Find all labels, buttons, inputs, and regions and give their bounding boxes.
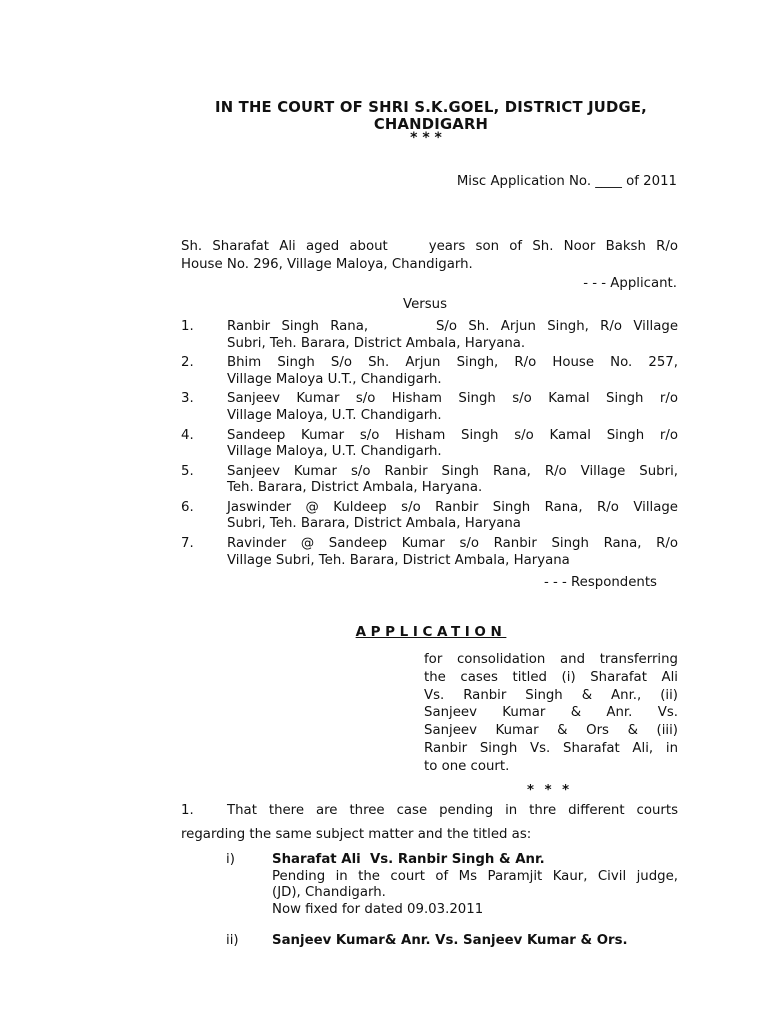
court-title <box>0 99 768 133</box>
respondent-line1: Sandeep Kumar s/o Hisham Singh s/o Kamal Singh r/o <box>227 427 678 443</box>
application-desc-line: Sanjeev Kumar & Anr. Vs. <box>424 705 678 721</box>
applicant-line1: Sh. Sharafat Ali aged about years son of Sh. Noor Baksh R/o <box>181 239 678 254</box>
paragraph-number: 1. <box>181 803 194 818</box>
case-roman-number: ii) <box>226 933 239 948</box>
case-detail: Now fixed for dated 09.03.2011 <box>272 901 484 917</box>
paragraph-1 <box>181 799 678 847</box>
application-heading: APPLICATION <box>355 624 507 640</box>
respondent-item <box>181 391 678 427</box>
applicant-details <box>181 238 678 274</box>
versus-label: Versus <box>403 297 447 312</box>
applicant-role: - - - Applicant. <box>583 276 677 291</box>
respondents-list <box>181 319 678 572</box>
court-title-line1: IN THE COURT OF SHRI S.K.GOEL, DISTRICT JUDGE, <box>215 99 647 116</box>
respondent-line2: Village Maloya, U.T. Chandigarh. <box>227 444 442 460</box>
respondent-number: 2. <box>181 355 194 371</box>
respondent-line2: Village Maloya U.T., Chandigarh. <box>227 371 442 387</box>
respondent-item <box>181 428 678 464</box>
respondent-item <box>181 319 678 355</box>
application-desc-line: Vs. Ranbir Singh & Anr., (ii) <box>424 687 678 703</box>
respondent-item <box>181 464 678 500</box>
case-detail: Pending in the court of Ms Paramjit Kaur, Civil judge, <box>272 868 678 884</box>
respondent-line1: Ravinder @ Sandeep Kumar s/o Ranbir Singh Rana, R/o <box>227 536 678 552</box>
respondent-number: 5. <box>181 463 194 479</box>
respondent-line2: Village Subri, Teh. Barara, District Ambala, Haryana <box>227 552 570 568</box>
misc-application-number: Misc Application No. ____ of 2011 <box>456 174 677 189</box>
paragraph-line2: regarding the same subject matter and the titled as: <box>181 827 532 842</box>
case-roman-number: i) <box>226 852 235 867</box>
application-desc-line: for consolidation and transferring <box>424 652 678 667</box>
respondent-item <box>181 536 678 572</box>
respondent-line1: Bhim Singh S/o Sh. Arjun Singh, R/o House No. 257, <box>227 355 678 371</box>
case-detail: (JD), Chandigarh. <box>272 885 386 900</box>
application-desc-line: Sanjeev Kumar & Ors & (iii) <box>424 723 678 739</box>
respondent-line1: Ranbir Singh Rana, S/o Sh. Arjun Singh, R/o Village <box>227 319 678 334</box>
respondent-number: 7. <box>181 536 194 552</box>
respondent-line1: Sanjeev Kumar s/o Ranbir Singh Rana, R/o Village Subri, <box>227 463 678 479</box>
respondent-line2: Subri, Teh. Barara, District Ambala, Haryana. <box>227 335 526 351</box>
respondent-line2: Teh. Barara, District Ambala, Haryana. <box>227 480 483 496</box>
respondent-item <box>181 500 678 536</box>
section-stars: * * * <box>527 783 573 798</box>
respondent-number: 1. <box>181 319 194 334</box>
respondent-item <box>181 355 678 391</box>
application-desc-line: the cases titled (i) Sharafat Ali <box>424 669 678 685</box>
respondent-number: 3. <box>181 391 194 407</box>
respondent-line2: Village Maloya, U.T. Chandigarh. <box>227 407 442 423</box>
title-stars: * * * <box>410 130 442 146</box>
respondent-line2: Subri, Teh. Barara, District Ambala, Haryana <box>227 516 521 532</box>
respondent-number: 4. <box>181 427 194 443</box>
paragraph-line1: That there are three case pending in thre different courts <box>227 803 678 818</box>
respondent-number: 6. <box>181 499 194 515</box>
applicant-line2: House No. 296, Village Maloya, Chandigarh. <box>181 257 473 272</box>
application-desc-line: to one court. <box>424 758 510 774</box>
application-description <box>424 651 678 776</box>
application-desc-line: Ranbir Singh Vs. Sharafat Ali, in <box>424 740 678 756</box>
respondents-role: - - - Respondents <box>543 575 657 590</box>
case-title: Sharafat Ali Vs. Ranbir Singh & Anr. <box>272 852 545 867</box>
court-title-line2: CHANDIGARH <box>373 116 489 133</box>
respondent-line1: Sanjeev Kumar s/o Hisham Singh s/o Kamal Singh r/o <box>227 391 678 407</box>
respondent-line1: Jaswinder @ Kuldeep s/o Ranbir Singh Rana, R/o Village <box>227 499 678 515</box>
case-title: Sanjeev Kumar& Anr. Vs. Sanjeev Kumar & Ors. <box>272 933 628 948</box>
